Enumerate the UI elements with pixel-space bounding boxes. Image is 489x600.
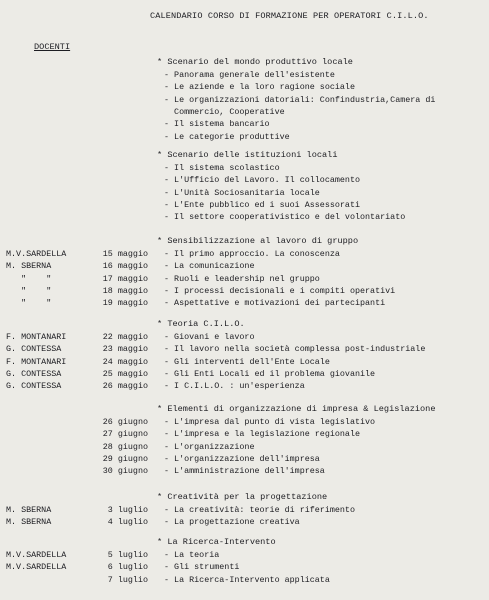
topic-item: - L'organizzazione <box>164 441 255 452</box>
teacher-name: M. SBERNA <box>6 261 52 272</box>
topic-item: - Le organizzazioni datoriali: Confindustria,Camera di <box>164 94 436 105</box>
schedule-row <box>0 357 489 369</box>
section-heading: * Teoria C.I.L.O. <box>157 319 245 329</box>
schedule-row <box>0 417 489 429</box>
topic-item: - Le categorie produttive <box>164 131 290 142</box>
topic-item: - I C.I.L.O. : un'esperienza <box>164 381 305 392</box>
session-date: 15 maggio <box>102 249 148 259</box>
schedule-row <box>0 550 489 562</box>
session-date: 22 maggio <box>102 332 148 342</box>
schedule-row <box>0 298 489 310</box>
schedule-row <box>0 286 489 298</box>
session-date: 19 maggio <box>102 298 148 309</box>
topic-item: - Il lavoro nella società complessa post-industriale <box>164 344 426 355</box>
section-heading: * La Ricerca-Intervento <box>157 537 276 547</box>
session-date: 7 luglio <box>107 574 148 585</box>
session-date: 25 maggio <box>102 368 148 379</box>
teacher-name: M.V.SARDELLA <box>6 550 67 560</box>
session-date: 3 luglio <box>107 505 148 515</box>
topic-item: - Il settore cooperativistico e del volontariato <box>164 212 406 223</box>
teacher-name: G. CONTESSA <box>6 344 62 355</box>
schedule-row <box>0 466 489 478</box>
schedule-row <box>0 70 489 82</box>
schedule-row <box>0 442 489 454</box>
schedule-row <box>0 175 489 187</box>
teacher-name: M.V.SARDELLA <box>6 249 67 259</box>
teacher-name: F. MONTANARI <box>6 332 67 342</box>
schedule-row <box>0 344 489 356</box>
schedule-row <box>0 82 489 94</box>
schedule-row <box>0 107 489 119</box>
schedule-row <box>0 95 489 107</box>
schedule-row <box>0 261 489 273</box>
topic-item: - Panorama generale dell'esistente <box>164 70 335 80</box>
session-date: 5 luglio <box>107 550 148 560</box>
topic-item: - Aspettative e motivazioni dei partecipanti <box>164 298 386 309</box>
topic-item: - La creatività: teorie di riferimento <box>164 505 355 515</box>
schedule-row <box>0 212 489 224</box>
topic-item: - L'impresa e la legislazione regionale <box>164 429 361 440</box>
topic-item: - L'organizzazione dell'impresa <box>164 453 320 464</box>
teacher-name: " " <box>6 285 52 296</box>
teacher-name: M. SBERNA <box>6 517 52 528</box>
topic-item: - Il sistema bancario <box>164 119 270 130</box>
session-date: 16 maggio <box>102 261 148 272</box>
topic-item: - Ruoli e leadership nel gruppo <box>164 273 320 284</box>
schedule-row <box>0 429 489 441</box>
schedule-row <box>0 381 489 393</box>
schedule-row <box>0 249 489 261</box>
session-date: 30 giugno <box>102 466 148 477</box>
topic-item: - La Ricerca-Intervento applicata <box>164 574 330 585</box>
docenti-label: DOCENTI <box>34 42 71 52</box>
section-heading: * Scenario delle istituzioni locali <box>157 150 338 160</box>
teacher-name: G. CONTESSA <box>6 368 62 379</box>
topic-item: - L'impresa dal punto di vista legislativo <box>164 417 376 427</box>
topic-item: - Gli Enti Locali ed il problema giovanile <box>164 368 376 379</box>
section-heading: * Scenario del mondo produttivo locale <box>157 57 353 67</box>
session-date: 26 giugno <box>102 417 148 427</box>
topic-item: - L'Unità Sociosanitaria locale <box>164 187 320 198</box>
topic-item: - Il primo approccio. La conoscenza <box>164 249 340 259</box>
section-heading: * Creatività per la progettazione <box>157 492 328 502</box>
section-heading: * Elementi di organizzazione di impresa & Legislazione <box>157 404 436 414</box>
teacher-name: M.V.SARDELLA <box>6 562 67 573</box>
session-date: 23 maggio <box>102 344 148 355</box>
topic-item: - L'Ente pubblico ed i suoi Assessorati <box>164 199 361 210</box>
session-date: 17 maggio <box>102 273 148 284</box>
teacher-name: F. MONTANARI <box>6 356 67 367</box>
page-title: CALENDARIO CORSO DI FORMAZIONE PER OPERATORI C.I.L.O. <box>150 11 429 21</box>
schedule-row <box>0 188 489 200</box>
session-date: 4 luglio <box>107 517 148 528</box>
topic-item: - Giovani e lavoro <box>164 332 255 342</box>
topic-item: - Il sistema scolastico <box>164 163 280 173</box>
schedule-row <box>0 517 489 529</box>
teacher-name: " " <box>6 273 52 284</box>
session-date: 28 giugno <box>102 441 148 452</box>
topic-item: - La teoria <box>164 550 220 560</box>
topic-item: - Le aziende e la loro ragione sociale <box>164 82 355 93</box>
schedule-row <box>0 562 489 574</box>
session-date: 29 giugno <box>102 453 148 464</box>
session-date: 24 maggio <box>102 356 148 367</box>
topic-item: - Gli strumenti <box>164 562 240 573</box>
schedule-row <box>0 132 489 144</box>
topic-item: - La comunicazione <box>164 261 255 272</box>
teacher-name: " " <box>6 298 52 309</box>
topic-item: - La progettazione creativa <box>164 517 300 528</box>
schedule-row <box>0 575 489 587</box>
schedule-row <box>0 274 489 286</box>
topic-item: - L'Ufficio del Lavoro. Il collocamento <box>164 175 361 186</box>
topic-item: - I processi decisionali e i compiti operativi <box>164 285 396 296</box>
schedule-row <box>0 369 489 381</box>
topic-item: Commercio, Cooperative <box>164 106 285 117</box>
teacher-name: M. SBERNA <box>6 505 52 515</box>
teacher-name: G. CONTESSA <box>6 381 62 392</box>
schedule-row <box>0 505 489 517</box>
schedule-row <box>0 163 489 175</box>
schedule-row <box>0 332 489 344</box>
topic-item: - Gli interventi dell'Ente Locale <box>164 356 330 367</box>
session-date: 27 giugno <box>102 429 148 440</box>
schedule-row <box>0 454 489 466</box>
topic-item: - L'amministrazione dell'impresa <box>164 466 325 477</box>
session-date: 6 luglio <box>107 562 148 573</box>
schedule-row <box>0 200 489 212</box>
session-date: 18 maggio <box>102 285 148 296</box>
section-heading: * Sensibilizzazione al lavoro di gruppo <box>157 236 359 246</box>
schedule-row <box>0 119 489 131</box>
session-date: 26 maggio <box>102 381 148 392</box>
